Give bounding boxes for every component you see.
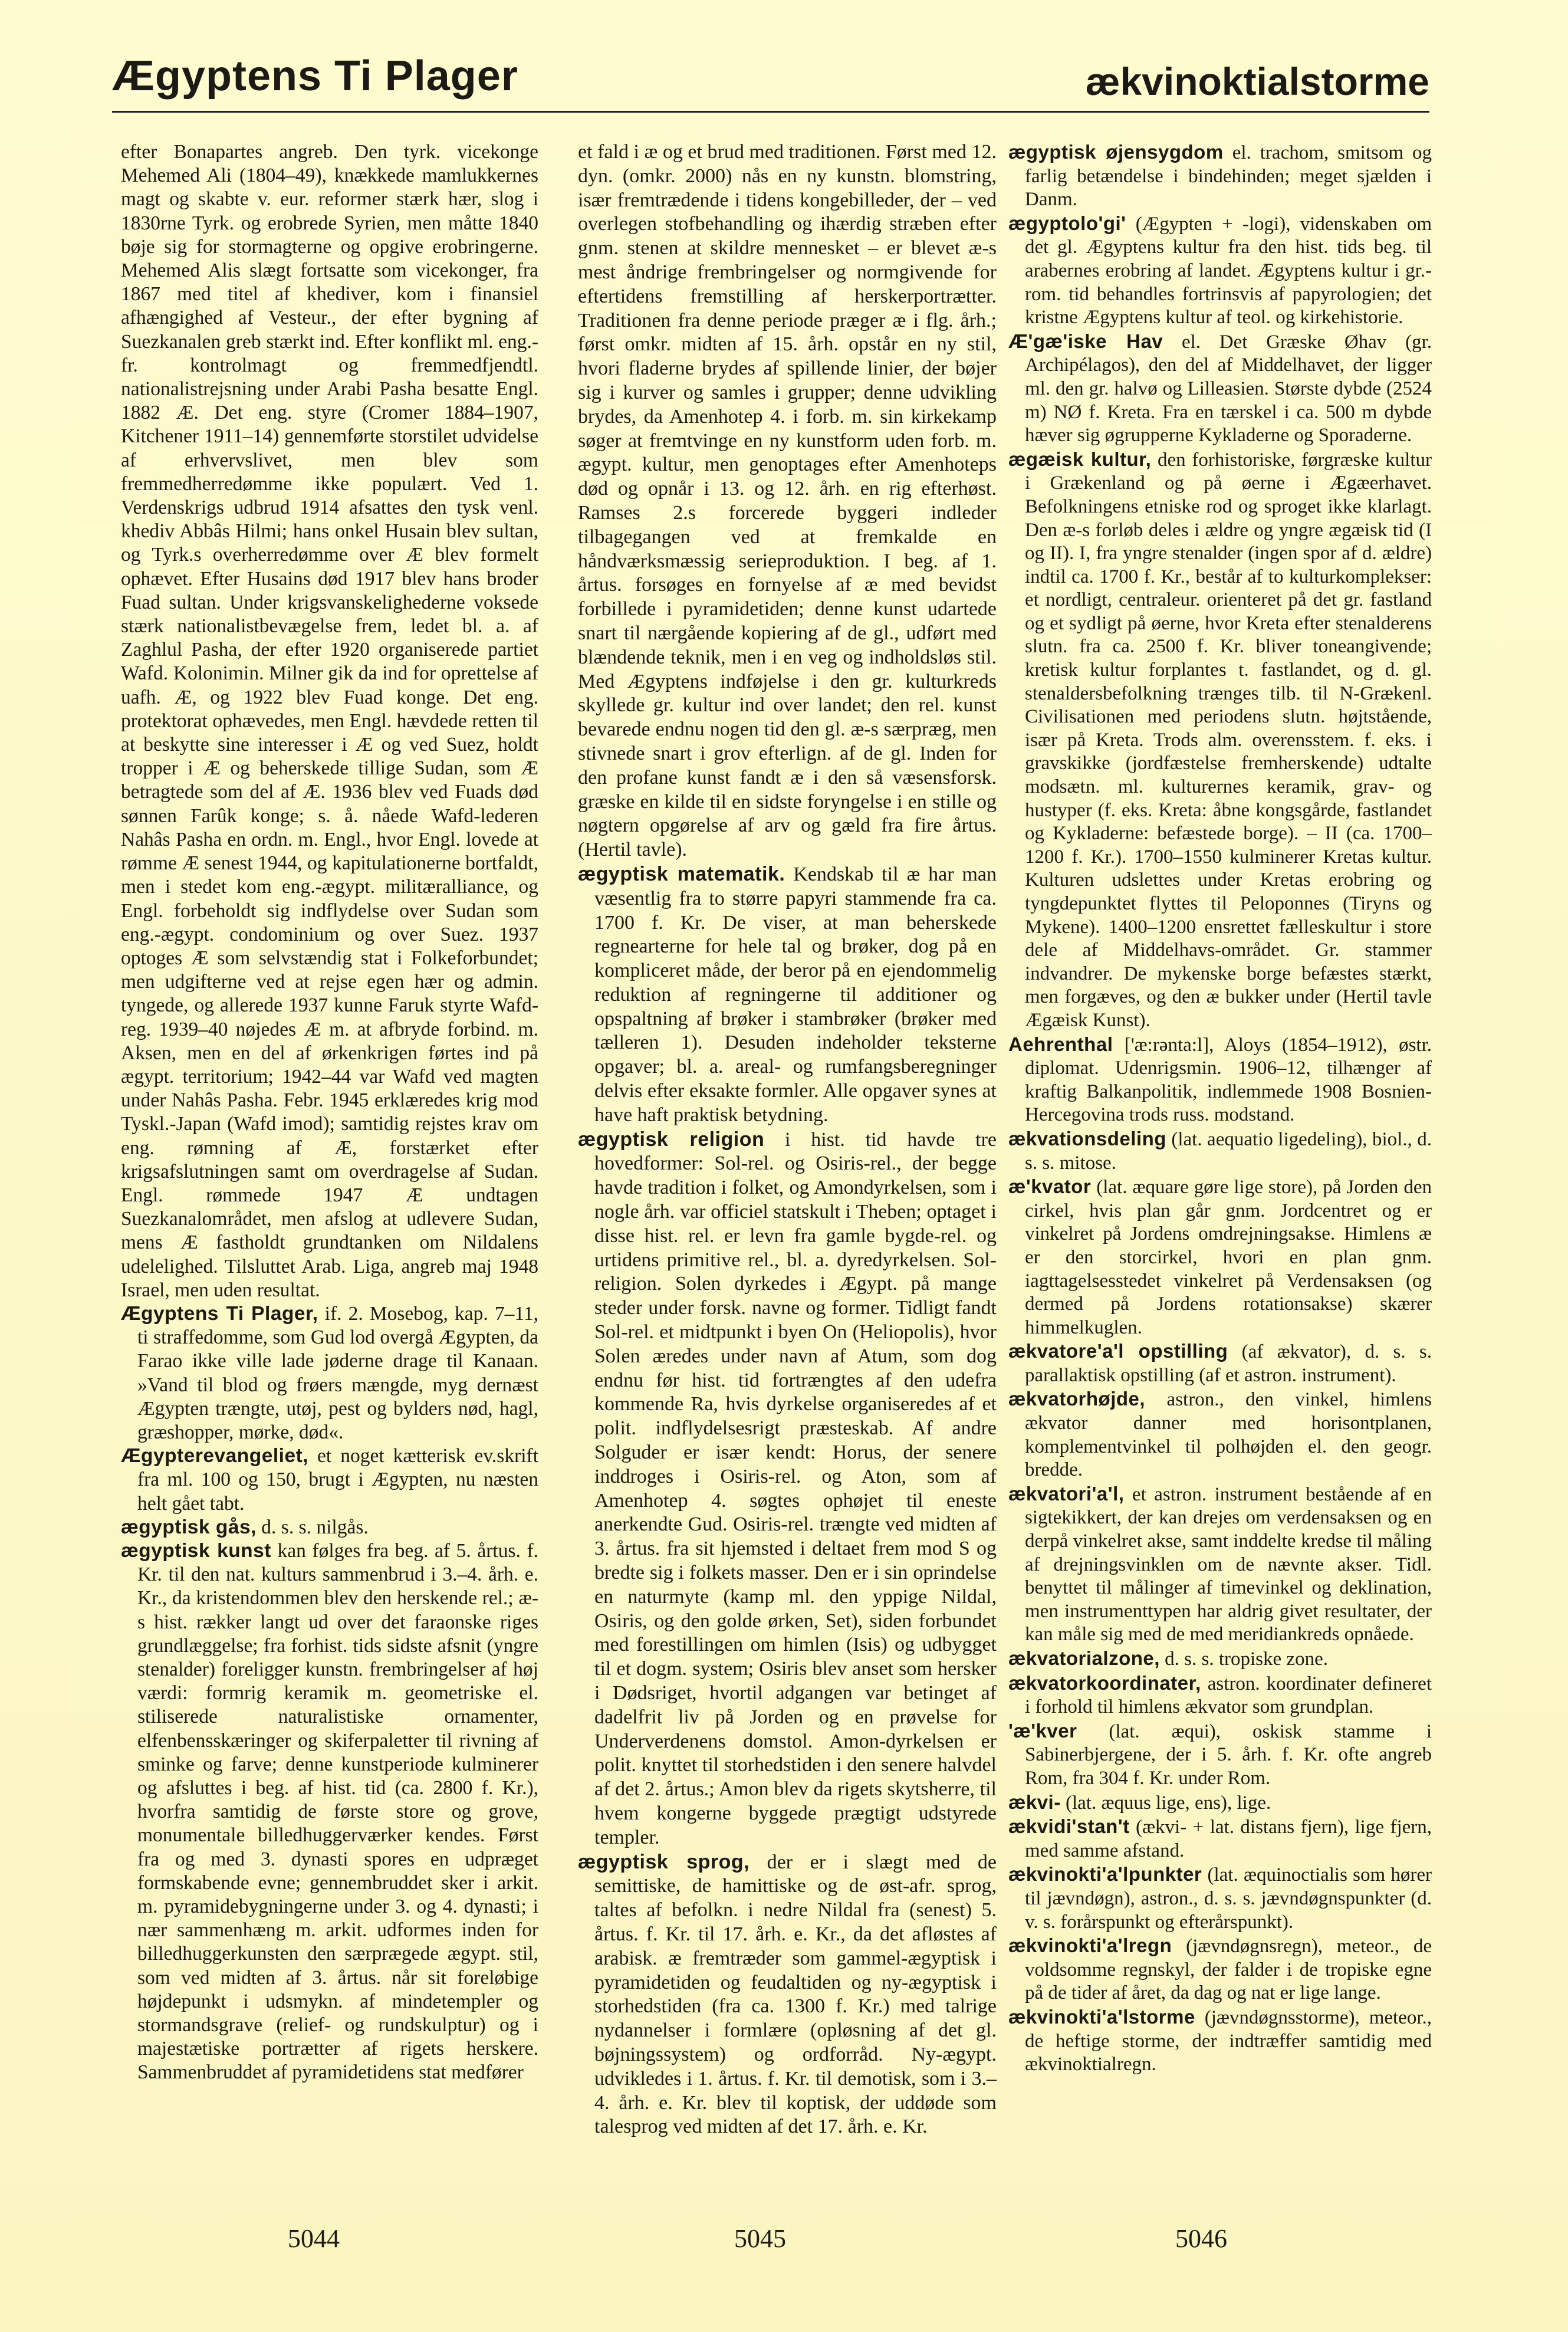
dictionary-entry [1008,1815,1432,1863]
column-3 [1008,140,1432,2140]
entry-text: (ækvi- + lat. distans fjern), lige fjern, med samme afstand. [1025,1817,1432,1861]
entry-headword: ækvatorhøjde, [1008,1388,1146,1410]
header-rule [112,111,1429,113]
entry-headword: ækvatori'a'l, [1008,1482,1125,1505]
entry-headword: ækvatorkoordinater, [1008,1671,1201,1694]
entry-text: den forhistoriske, førgræske kultur i Grækenland og på øerne i Ægæerhavet. Befolkningens etniske rod og sproget ikke klarlagt. Den æ-s forløb deles i ældre og yngre ægæisk tid (I og II). I, fra yngre stenalder (ingen spor af d. ældre) indtil ca. 1700 f. Kr., består af to kulturkomplekser: et nordligt, centraleur. orienteret på det gr. fastland og et sydligt på øerne, hvor Kreta efter stenalderens slutn. fra ca. 2500 f. Kr. bliver toneangivende; kretisk kultur forplantes t. fastlandet, og d. gl. stenaldersbefolkning trænges tilb. til N-Grækenl. Civilisationen med periodens slutn. højtstående, især på Kreta. Trods alm. overensstem. f. eks. i gravskikke (jordfæstelse fremherskende) udtalte modsætn. ml. kulturernes keramik, grav- og hustyper (f. eks. Kreta: åbne kongsgårde, fastlandet og Kykladerne: befæstede borge). – II (ca. 1700–1200 f. Kr.). 1700–1550 kulminerer Kretas kultur. Kulturen udslettes under Kretas erobring og tyngdepunktet flyttes til Peloponnes (Tiryns og Mykene). 1400–1200 ensrettet fælleskultur i store dele af Middelhavs-området. Gr. stammer indvandrer. De mykenske borge befæstes stærkt, men forgæves, og den æ bukker under (Hertil tavle Ægæisk Kunst). [1025,449,1432,1031]
dictionary-entry [1008,1482,1432,1647]
entry-headword: ækvi- [1008,1791,1061,1813]
entry-headword: ækvatore'a'l opstilling [1008,1340,1228,1362]
entry-text: Kendskab til æ har man væsentlig fra to større papyri stammende fra ca. 1700 f. Kr. De viser, at man beherskede regnearterne for hele tal og brøker, dog på en kompliceret måde, der beror på en ejendommelig reduktion af regningerne til additioner og opspaltning af brøker i stambrøker (brøker med tælleren 1). Desuden indeholder teksterne opgaver; bl. a. areal- og rumfangsberegninger delvis efter eksakte formler. Alle opgaver synes at have haft praktisk betydning. [594,863,997,1126]
entry-text: astron. koordinater defineret i forhold til himlens ækvator som grundplan. [1025,1673,1432,1718]
dictionary-entry [1008,1863,1432,1934]
entry-text: ['æ:rənta:l], Aloys (1854–1912), østr. diplomat. Udenrigsmin. 1906–12, tilhænger af kraftig Balkanpolitik, indlemmede 1908 Bosnien-Hercegovina trods russ. modstand. [1025,1034,1432,1126]
entry-headword: Ægypterevangeliet, [121,1445,309,1467]
dictionary-entry [1008,1719,1432,1791]
entry-text: et fald i æ og et brud med traditionen. Først med 12. dyn. (omkr. 2000) nås en ny kunstn. blomstring, især fremtrædende i tidens kongebilleder, der – ved overlegen stofbehandling og ihærdig stræben efter gnm. stenen at skildre mennesket – er blevet æ-s mest åndrige frembringelser og normgivende for eftertidens fremstilling af herskerportrætter. Traditionen fra denne periode præger æ i flg. årh.; først omkr. midten af 15. årh. opstår en ny stil, hvori fladerne brydes af spillende linier, der bøjer sig i kurver og samles i grupper; denne udvikling brydes, da Amenhotep 4. i forb. m. sin kirkekamp søger at fremtvinge en ny kunstform uden forb. m. ægypt. kultur, men genoptages efter Amenhoteps død og opnår i 13. og 12. årh. en rig efterhøst. Ramses 2.s forcerede byggeri indleder tilbagegangen ved at fremkalde en håndværksmæssig serieproduktion. I beg. af 1. årtus. forsøges en fornyelse af æ med bevidst forbillede i pyramidetiden; denne kunst udartede snart til nærgående kopiering af de gl., udført med blændende teknik, men i en veg og indholdsløs stil. Med Ægyptens indføjelse i den gr. kulturkreds skyllede gr. kultur ind over landet; den rel. kunst bevarede endnu nogen tid den gl. æ-s særpræg, men stivnede snart i grov efterlign. af de gl. Inden for den profane kunst fandt æ i den så væsensforsk. græske en kilde til en sidste foryngelse i en stille og nøgtern opgørelse af arv og gæld fra fire årtus. (Hertil tavle). [578,141,997,861]
entry-text: (lat. æquare gøre lige store), på Jorden den cirkel, hvis plan går gnm. Jordcentret og er vinkelret på Jordens omdrejningsakse. Himlens æ er den storcirkel, hvori en plan gnm. iagttagelsesstedet vinkelret på Verdensaksen (og dermed på Jordens rotationsakse) skærer himmelkuglen. [1025,1177,1432,1338]
entry-headword: ækvationsdeling [1008,1127,1166,1149]
dictionary-entry [1008,1339,1432,1387]
entry-headword: ægyptisk matematik. [578,862,785,885]
dictionary-entry [1008,1127,1432,1175]
entry-text: (jævndøgnsstorme), meteor., de heftige storme, der indtræffer samtidig med ækvinoktialregn. [1025,2006,1432,2075]
dictionary-entry [121,1444,538,1516]
entry-headword: ægyptisk religion [578,1128,765,1151]
dictionary-entry [578,862,997,1128]
entry-headword: ægyptisk sprog, [578,1850,750,1873]
entry-text: astron., den vinkel, himlens ækvator danner med horisontplanen, komplementvinkel til polhøjden el. den geogr. bredde. [1025,1389,1432,1481]
running-head-left: Ægyptens Ti Plager [112,52,518,100]
entry-headword: ægyptisk gås, [121,1516,257,1538]
entry-text: el. trachom, smitsom og farlig betændelse i bindehinden; meget sjælden i Danm. [1025,142,1432,211]
dictionary-entry [1008,2005,1432,2077]
dictionary-entry [578,1850,997,2140]
column-1 [121,140,538,2140]
entry-text: (lat. æquinoctialis som hører til jævndøgn), astron., d. s. s. jævndøgnspunkter (d. v. s. forårspunkt og efterårspunkt). [1025,1864,1432,1933]
entry-headword: ægyptisk øjensygdom [1008,141,1224,163]
entry-headword: ækvinokti'a'lpunkter [1008,1863,1202,1886]
entry-text: (lat. æquus lige, ens), lige. [1065,1792,1271,1814]
entry-headword: Aehrenthal [1008,1033,1113,1055]
dictionary-entry [1008,140,1432,212]
dictionary-entry [578,140,997,862]
entry-text: (af ækvator), d. s. s. parallaktisk opstilling (af et astron. instrument). [1025,1341,1432,1386]
entry-text: et noget kætterisk ev.skrift fra ml. 100 og 150, brugt i Ægypten, nu næsten helt gået tabt. [137,1445,538,1515]
entry-headword: æ'kvator [1008,1175,1092,1198]
dictionary-entry [1008,1647,1432,1671]
entry-headword: ægyptolo'gi' [1008,212,1126,234]
column-2 [578,140,997,2140]
entry-headword: ægæisk kultur, [1008,448,1152,470]
dictionary-entry [1008,1387,1432,1482]
entry-headword: 'æ'kver [1008,1719,1077,1742]
entry-text: et astron. instrument bestående af en sigtekikkert, der kan drejes om verdensaksen og en derpå vinkelret akse, samt inddelte kredse til måling af drejningsvinklen om de nævnte akser. Tidl. benyttet til målinger af timevinkel og deklination, men instrumenttypen har aldrig givet resultater, der kan måle sig med de med meridiankreds opnåede. [1025,1483,1432,1645]
dictionary-entry [1008,448,1432,1033]
dictionary-entry [121,1516,538,1539]
dictionary-entry [1008,1934,1432,2005]
dictionary-entry [1008,212,1432,330]
entry-headword: Ægyptens Ti Plager, [121,1302,318,1325]
dictionary-entry [121,140,538,1302]
entry-headword: Æ'gæ'iske Hav [1008,330,1163,352]
dictionary-entry [121,1539,538,2085]
dictionary-entry [1008,1791,1432,1815]
page-number-1: 5044 [288,2224,340,2253]
dictionary-entry [121,1302,538,1444]
page-number-3: 5046 [1175,2224,1227,2253]
dictionary-entry [1008,1671,1432,1719]
page-number-2: 5045 [734,2224,786,2253]
entry-text: (lat. æqui), oskisk stamme i Sabinerbjergene, der i 5. årh. f. Kr. ofte angreb Rom, fra 304 f. Kr. under Rom. [1025,1720,1432,1789]
entry-headword: ægyptisk kunst [121,1539,271,1562]
entry-text: (jævndøgnsregn), meteor., de voldsomme regnskyl, der falder i de tropiske egne på de tider af året, da dag og nat er lige lange. [1025,1936,1432,2004]
entry-text: (lat. aequatio ligedeling), biol., d. s. s. mitose. [1025,1128,1432,1174]
entry-headword: ækvidi'stan't [1008,1815,1130,1838]
dictionary-entry [578,1128,997,1850]
dictionary-entry [1008,1175,1432,1339]
entry-text: (Ægypten + -logi), videnskaben om det gl. Ægyptens kultur fra den hist. tids beg. til arabernes erobring af landet. Ægyptens kultur i gr.-rom. tid behandles fortrinsvis af papyrologien; det kristne Ægyptens kultur af teol. og kirkehistorie. [1025,213,1432,329]
entry-text: if. 2. Mosebog, kap. 7–11, ti straffedomme, som Gud lod overgå Ægypten, da Farao ikke ville lade jøderne drage til Kanaan. »Vand til blod og frøers mængde, myg dernæst Ægypten trængte, utøj, pest og bylders nød, hagl, græshopper, mørke, død«. [137,1302,538,1443]
running-head-right: ækvinoktialstorme [1085,60,1429,103]
entry-text: i hist. tid havde tre hovedformer: Sol-rel. og Osiris-rel., der begge havde tradition i folket, og Amondyrkelsen, som i nogle årh. var officiel statskult i Theben; optaget i disse hist. rel. er levn fra gamle bygde-rel. og urtidens primitive rel., bl. a. dyredyrkelsen. Sol-religion. Solen dyrkedes i Ægypt. på mange steder under forsk. navne og former. Tidligt fandt Sol-rel. et midtpunkt i byen On (Heliopolis), hvor Solen æredes under navn af Atum, som dog endnu før hist. tid fortrængtes af den udefra kommende Ra, hvis dyrkelse organiseredes af et polit. indflydelsesrigt præsteskab. Af andre Solguder er især kendt: Horus, der senere inddroges i Osiris-rel. og Aton, som af Amenhotep 4. søgtes ophøjet til eneste anerkendte Gud. Osiris-rel. trængte ved midten af 3. årtus. fra sit hjemsted i deltaet frem mod S og bredte sig i folkets masser. Den er i sin oprindelse en naturmyte (kamp ml. den yppige Nildal, Osiris, og den golde ørken, Set), siden forbundet med forestillingen om himlen (Isis) og udbygget til et dogm. system; Osiris blev anset som hersker i Dødsriget, hvortil adgangen var betinget af dadelfrit liv på Jorden og en prøvelse for Underverdenens domstol. Amon-dyrkelsen er polit. knyttet til storhedstiden i den senere halvdel af det 2. årtus.; Amon blev da rigets skytsherre, til hvem kongerne byggede prægtigt udstyrede templer. [594,1128,997,1848]
entry-text: d. s. s. nilgås. [261,1516,369,1538]
entry-text: el. Det Græske Øhav (gr. Archipélagos), den del af Middelhavet, der ligger ml. den gr. halvø og Lilleasien. Største dybde (2524 m) NØ f. Kreta. Fra en tærskel i ca. 500 m dybde hæver sig øgrupperne Kykladerne og Sporaderne. [1025,331,1432,446]
dictionary-entry [1008,330,1432,448]
entry-text: der er i slægt med de semittiske, de hamittiske og de øst-afr. sprog, taltes af befolkn. i nedre Nildal fra (senest) 5. årtus. f. Kr. til 17. årh. e. Kr., da det afløstes af arabisk. æ fremtræder som gammel-ægyptisk i pyramidetiden og feudaltiden og ny-ægyptisk i storhedstiden (fra ca. 1300 f. Kr.) med talrige nydannelser i formlære (opløsning af det gl. bøjningssystem) og ordforråd. Ny-ægypt. udvikledes i 1. årtus. f. Kr. til demotisk, som i 3.–4. årh. e. Kr. blev til koptisk, der uddøde som talesprog ved midten af det 17. årh. e. Kr. [594,1851,997,2138]
entry-headword: ækvatorialzone, [1008,1647,1160,1669]
dictionary-entry [1008,1033,1432,1127]
entry-text: efter Bonapartes angreb. Den tyrk. vicekonge Mehemed Ali (1804–49), knækkede mamlukkernes magt og skabte v. eur. reformer stærk hær, slog i 1830rne Tyrk. og erobrede Syrien, men måtte 1840 bøje sig for stormagterne og opgive erobringerne. Mehemed Alis slægt fortsatte som vicekonger, fra 1867 med titel af khediver, kom i finansiel afhængighed af Vesteur., der efter bygning af Suezkanalen greb stærkt ind. Efter konflikt ml. eng.-fr. kontrolmagt og fremmedfjendtl. nationalistrejsning under Arabi Pasha besatte Engl. 1882 Æ. Det eng. styre (Cromer 1884–1907, Kitchener 1911–14) gennemførte storstilet udvidelse af erhvervslivet, men blev som fremmedherredømme ikke populært. Ved 1. Verdenskrigs udbrud 1914 afsattes den tysk venl. khediv Abbâs Hilmi; hans onkel Husain blev sultan, og Tyrk.s overherredømme over Æ blev formelt ophævet. Efter Husains død 1917 blev hans broder Fuad sultan. Under krigsvanskelighederne voksede stærk nationalistbevægelse frem, ledet bl. a. af Zaghlul Pasha, der efter 1920 organiserede partiet Wafd. Kolonimin. Milner gik da ind for oprettelse af uafh. Æ, og 1922 blev Fuad konge. Det eng. protektorat ophævedes, men Engl. hævdede retten til at beskytte sine interesser i Æ og ved Suez, holdt tropper i Æ og beherskede tillige Sudan, som Æ betragtede som del af Æ. 1936 blev ved Fuads død sønnen Farûk konge; s. å. nåede Wafd-lederen Nahâs Pasha en ordn. m. Engl., hvor Engl. lovede at rømme Æ senest 1944, og kapitulationerne bortfaldt, men i stedet kom eng.-ægypt. militæralliance, og Engl. forbeholdt sig indflydelse over Sudan som eng.-ægypt. condominium og over Suez. 1937 optoges Æ som selvstændig stat i Folkeforbundet; men udgifterne ved at rejse egen hær og admin. tyngede, og allerede 1937 kunne Faruk styrte Wafd-reg. 1939–40 nøjedes Æ m. at afbryde forbind. m. Aksen, men en del af ørkenkrigen førtes ind på ægypt. territorium; 1942–44 var Wafd ved magten under Nahâs Pasha. Febr. 1945 erklæredes krig mod Tyskl.-Japan (Wafd imod); samtidig rejstes krav om eng. rømning af Æ, forstærket efter krigsafslutningen samt om overdragelse af Sudan. Engl. rømmede 1947 Æ undtagen Suezkanalområdet, men afslog at udlevere Sudan, mens Æ fastholdt grundtanken om Nildalens udelelighed. Tilsluttet Arab. Liga, angreb maj 1948 Israel, men uden resultat. [121,141,538,1301]
entry-headword: ækvinokti'a'lregn [1008,1934,1172,1957]
entry-headword: ækvinokti'a'lstorme [1008,2005,1195,2028]
entry-text: kan følges fra beg. af 5. årtus. f. Kr. til den nat. kulturs sammenbrud i 3.–4. årh. e. Kr., da kristendommen blev den herskende rel.; æ-s hist. rækker langt ud over det faraonske riges grundlæggelse; fra forhist. tids sidste afsnit (yngre stenalder) foreligger kunstn. frembringelser af høj værdi: formrig keramik m. geometriske el. stiliserede naturalistiske ornamenter, elfenbensskæringer og skiferpaletter til rivning af sminke og farve; denne kunstperiode kulminerer og afsluttes i beg. af hist. tid (ca. 2800 f. Kr.), hvorfra samtidig de første store og grove, monumentale billedhuggerværker kendes. Først fra og med 3. dynasti spores en udpræget formskabende evne; gennembruddet sker i arkit. m. pyramidebygningerne under 3. og 4. dynasti; i nær sammenhæng m. arkit. udformes inden for billedhuggerkunsten den særprægede ægypt. stil, som ved midten af 3. årtus. når sit foreløbige højdepunkt i udsmykn. af mindetempler og stormandsgrave (relief- og rundskulptur) og i majestætiske portrætter af rigets herskere. Sammenbruddet af pyramidetidens stat medfører [137,1539,538,2084]
entry-text: d. s. s. tropiske zone. [1165,1648,1328,1670]
